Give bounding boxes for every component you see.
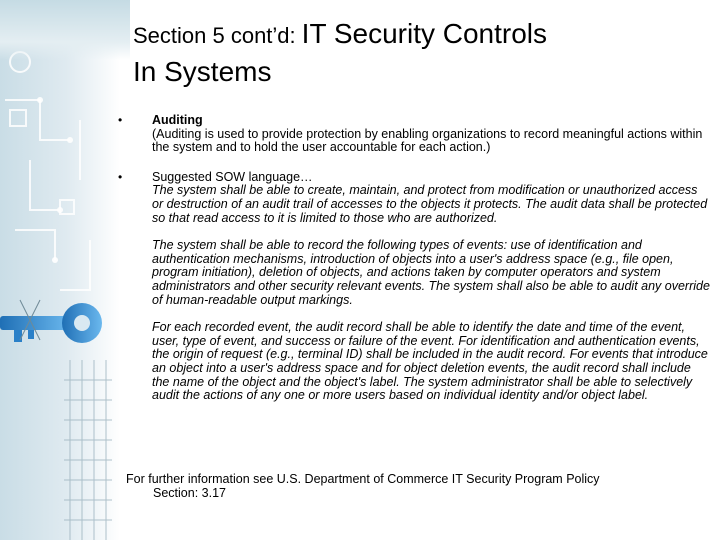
bullet-heading: Auditing xyxy=(152,113,203,127)
sow-paragraph: The system shall be able to record the following types of events: use of identification and authentication mechanisms, introduction of objects into a user's address space (e.g., file open, program initiation), deletion of objects, and actions taken by computer operators and system administrators and other security relevant events. The system shall also be able to audit any override of human-readable output markings. xyxy=(152,238,710,307)
reference-line: For further information see U.S. Department of Commerce IT Security Program Policy xyxy=(126,472,600,486)
top-decoration xyxy=(0,0,130,60)
slide-title xyxy=(133,18,547,50)
title-main-continued: In Systems xyxy=(133,56,272,87)
slide-body xyxy=(112,114,710,403)
bullet-item xyxy=(112,114,710,155)
bullet-text: (Auditing is used to provide protection by enabling organizations to record meaningful actions within the system and to hold the user accountable for each action.) xyxy=(152,126,703,155)
bullet-marker: • xyxy=(118,113,123,127)
bullet-heading: Suggested SOW language… xyxy=(152,169,313,184)
reference-section: Section: 3.17 xyxy=(153,485,226,500)
bullet-marker: • xyxy=(118,169,123,184)
bullet-item xyxy=(112,171,710,403)
sow-paragraph: For each recorded event, the audit record shall be able to identify the date and time of the event, user, type of event, and success or failure of the event. For identification and authentication events, the origin of request (e.g., terminal ID) shall be included in the audit record. For events that introduce an object into a user's address space and for object deletion events, the audit record shall include the name of the object and the object's label. The system administrator shall be able to selectively audit the actions of any one or more users based on individual identity and/or object label. xyxy=(152,320,708,403)
title-section-label: Section 5 cont’d: xyxy=(133,23,296,48)
sow-paragraph: The system shall be able to create, maintain, and protect from modification or unauthorized access or destruction of an audit trail of accesses to the objects it protects. The audit data shall be protected so that read access to it is limited to those who are authorized. xyxy=(152,183,708,225)
side-decoration xyxy=(0,0,123,540)
grid-pattern-icon xyxy=(0,0,123,540)
title-main: IT Security Controls xyxy=(301,18,548,49)
reference-note xyxy=(126,473,706,500)
